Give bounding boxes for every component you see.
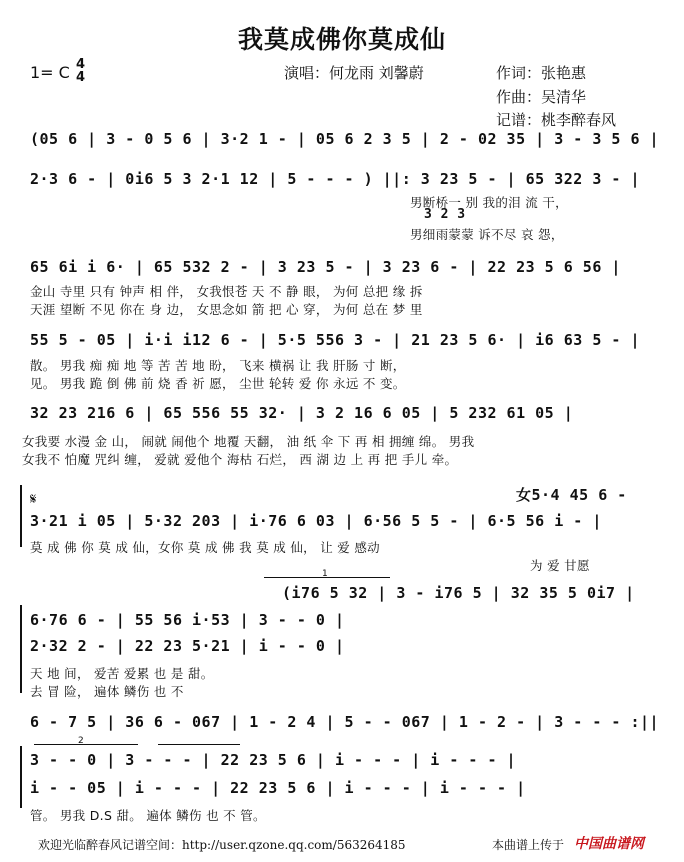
score-row-7-lyric-1: 天 地 间， 爱苦 爱累 也 是 甜。 [30,666,214,681]
score-row-7-lyric-2: 去 冒 险， 遍体 鳞伤 也 不 [30,684,184,699]
singers-credit: 演唱：何龙雨 刘馨蔚 [284,64,424,82]
score-row-5-lyric-2: 女我不 怕魔 咒纠 缠， 爱就 爱他个 海枯 石烂， 西 湖 边 上 再 把 手儿 牵。 [22,452,458,467]
time-signature-top: 4 [76,57,86,72]
footer-upload-note: 本曲谱上传于 [492,838,565,852]
score-row-2-lyric-2: 男细雨蒙蒙 诉不尽 哀 怨， [410,227,564,242]
score-row-3-notes: 65 6i i 6· | 65 532 2 - | 3 23 5 - | 3 23 6 - | 22 23 5 6 56 | [30,258,621,276]
score-row-4-notes: 55 5 - 05 | i·i i12 6 - | 5·5 556 3 - | 21 23 5 6· | i6 63 5 - | [30,331,640,349]
key-signature: 1= C [30,63,70,82]
system-barline-row-8 [20,746,22,808]
score-row-8-notes: 3 - - 0 | 3 - - - | 22 23 5 6 | i - - - | i - - - | [30,751,517,769]
score-row-5-lyric-1: 女我要 水漫 金 山， 闹就 闹他个 地覆 天翻， 油 纸 伞 下 再 相 拥缠 绵。 男我 [22,434,475,449]
time-signature [76,58,85,84]
volta-1-number: 1 [322,569,328,579]
volta-2-number: 2 [78,736,84,746]
score-row-2-lyric-1: 男断桥一 别 我的泪 流 干， [410,195,568,210]
score-row-8-lyric-1: 管。 男我 D.S 甜。 遍体 鳞伤 也 不 管。 [30,808,266,823]
lyricist-credit: 作词：张艳惠 [496,64,587,82]
score-row-6-lyric-1: 莫 成 佛 你 莫 成 仙，女你 莫 成 佛 我 莫 成 仙， 让 爱 感动 [30,540,380,555]
score-row-6-lyric-2: 为 爱 甘愿 [530,558,590,573]
score-row-4-lyric-2: 见。 男我 跪 倒 佛 前 烧 香 祈 愿， 尘世 轮转 爱 你 永远 不 变。 [30,376,406,391]
score-row-7-notes-top: (i76 5 32 | 3 - i76 5 | 32 35 5 0i7 | [282,584,635,602]
score-row-7-notes: 6·76 6 - | 55 56 i·53 | 3 - - 0 | [30,611,345,629]
site-logo: 中国曲谱网 [574,836,644,852]
score-row-7-notes-alt: 2·32 2 - | 22 23 5·21 | i - - 0 | [30,637,345,655]
repeat-barline-left [20,485,22,547]
score-row-8-notes-alt: i - - 05 | i - - - | 22 23 5 6 | i - - - | i - - - | [30,779,526,797]
transcriber-credit: 记谱：桃李醉春风 [496,111,617,129]
score-row-2-notes-alt: 3 2 3 [424,207,466,222]
score-row-5-notes: 32 23 216 6 | 65 556 55 32· | 3 2 16 6 05 | 5 232 61 05 | [30,404,574,422]
score-row-3-lyric-2: 天涯 望断 不见 你在 身 边， 女思念如 箭 把 心 穿， 为何 总在 梦 里 [30,302,423,317]
score-row-8-notes-top: 6 - 7 5 | 36 6 - 067 | 1 - 2 4 | 5 - - 067 | 1 - 2 - | 3 - - - :|| [30,713,660,731]
score-row-4-lyric-1: 散。 男我 痴 痴 地 等 苦 苦 地 盼， 飞来 横祸 让 我 肝肠 寸 断， [30,358,406,373]
volta-2-bracket [34,744,138,745]
score-row-1-notes: (05 6 | 3 - 0 5 6 | 3·2 1 - | 05 6 2 3 5 | 2 - 02 35 | 3 - 3 5 6 | [30,130,660,148]
page-title: 我莫成佛你莫成仙 [237,25,446,54]
score-row-2-notes: 2·3 6 - | 0i6 5 3 2·1 12 | 5 - - - ) ||: 3 23 5 - | 65 322 3 - | [30,170,640,188]
composer-credit: 作曲：吴清华 [496,88,587,106]
volta-2-continuation [158,744,240,745]
score-row-6-notes-top: 女5·4 45 6 - [516,486,627,504]
segno-icon: 𝄋 [30,490,37,508]
system-barline-row-7 [20,605,22,693]
score-row-6-notes: 3·21 i 05 | 5·32 203 | i·76 6 03 | 6·56 5 5 - | 6·5 56 i - | [30,512,602,530]
score-row-3-lyric-1: 金山 寺里 只有 钟声 相 伴， 女我恨苍 天 不 静 眼， 为何 总把 缘 拆 [30,284,423,299]
footer-website: 欢迎光临醉春风记谱空间：http://user.qzone.qq.com/563264185 [38,838,406,852]
time-signature-bottom: 4 [76,70,86,85]
